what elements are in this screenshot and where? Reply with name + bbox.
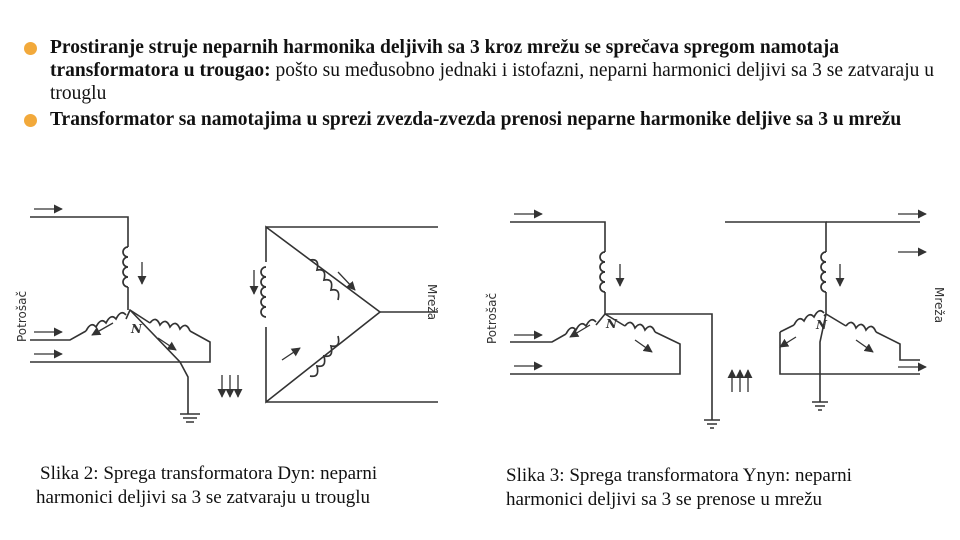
dyn-primary-delta <box>254 227 439 402</box>
dyn-right-label: Mreža <box>425 284 439 321</box>
dyn-secondary-star <box>30 209 238 422</box>
ynyn-secondary-star <box>510 214 748 428</box>
dyn-diagram <box>10 192 450 442</box>
bullet-list <box>22 36 942 131</box>
bullet-item-1 <box>22 36 942 105</box>
ynyn-right-label: Mreža <box>932 287 946 324</box>
ynyn-diagram <box>480 192 950 442</box>
bullet-item-2 <box>22 108 942 131</box>
bullet-2-bold-text: Transformator sa namotajima u sprezi zvezda-zvezda prenosi neparne harmonike deljive sa 3 u mrežu <box>50 109 902 130</box>
bullet-1-bold-text: Prostiranje struje neparnih harmonika deljivih sa 3 kroz mrežu se sprečava spregom namotaja transformatora u trougao: <box>50 37 839 81</box>
ynyn-neutral-label-right: N <box>816 318 827 332</box>
bullet-dot-icon <box>24 114 37 127</box>
figure-dyn <box>10 192 450 442</box>
figure-3-caption-line-1: Slika 3: Sprega transformatora Ynyn: neparni <box>506 465 852 486</box>
bullet-1-text: pošto su međusobno jednaki i istofazni, neparni harmonici deljivi sa 3 se zatvaraju u trouglu <box>50 60 934 104</box>
figure-ynyn <box>480 192 950 442</box>
dyn-left-label: Potrošač <box>15 290 29 342</box>
figure-2-caption-line-2: harmonici deljivi sa 3 se zatvaraju u trouglu <box>36 487 370 508</box>
ynyn-neutral-label-left: N <box>606 317 617 331</box>
figure-2-caption <box>36 462 377 510</box>
dyn-neutral-label: N <box>131 322 142 336</box>
bullet-dot-icon <box>24 42 37 55</box>
ynyn-left-label: Potrošač <box>485 292 499 344</box>
figure-2-caption-line-1: Slika 2: Sprega transformatora Dyn: neparni <box>40 463 378 484</box>
figure-3-caption <box>506 464 852 512</box>
ynyn-primary-star <box>725 214 946 410</box>
figure-3-caption-line-2: harmonici deljivi sa 3 se prenose u mrežu <box>506 489 823 510</box>
